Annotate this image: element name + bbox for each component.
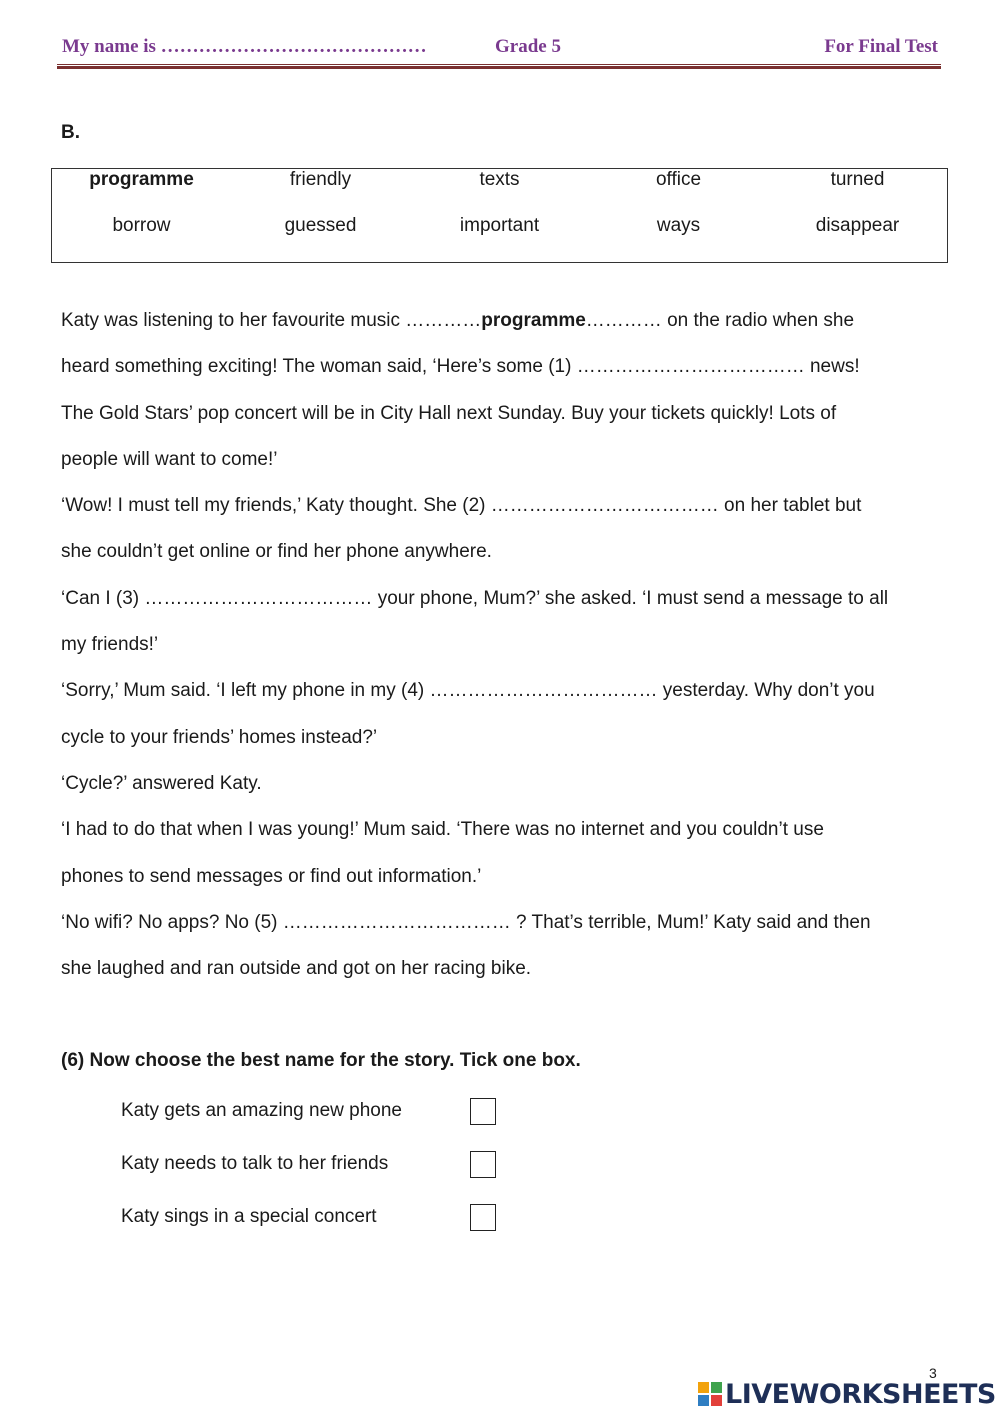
title-option: Katy needs to talk to her friends	[121, 1153, 389, 1174]
word-bank-item: turned	[830, 169, 885, 190]
story-text-segment: Katy was listening to her favourite music …………	[61, 310, 482, 331]
story-line: ‘Wow! I must tell my friends,’ Katy thought. She (2) ……………………………… on her tablet but	[61, 495, 862, 517]
grade-label: Grade 5	[495, 36, 561, 57]
name-field-label: My name is ……………………………………	[62, 36, 427, 57]
story-line: The Gold Stars’ pop concert will be in City Hall next Sunday. Buy your tickets quickly! Lots of	[61, 402, 837, 424]
story-text	[61, 307, 946, 1001]
story-line: my friends!’	[61, 634, 159, 656]
page-number: 3	[929, 1365, 937, 1381]
word-bank-item: guessed	[284, 215, 357, 236]
story-line	[61, 307, 946, 353]
tick-checkbox[interactable]	[470, 1098, 496, 1125]
word-bank-item: borrow	[112, 215, 171, 236]
story-text-segment: ………… on the radio when she	[585, 310, 855, 331]
tick-checkbox[interactable]	[470, 1204, 496, 1231]
header-divider-thick	[57, 66, 941, 69]
page-header	[60, 36, 940, 62]
logo-text: LIVEWORKSHEETS	[725, 1378, 996, 1410]
word-bank-item: disappear	[815, 215, 900, 236]
word-bank-item: texts	[479, 169, 520, 190]
liveworksheets-logo-icon	[698, 1382, 722, 1406]
test-label: For Final Test	[824, 36, 938, 57]
story-line: she couldn’t get online or find her phone anywhere.	[61, 541, 492, 563]
story-line: ‘Can I (3) ……………………………… your phone, Mum?’ she asked. ‘I must send a message to all	[61, 587, 889, 609]
liveworksheets-logo	[698, 1377, 996, 1411]
word-bank-item: important	[459, 215, 540, 236]
title-option: Katy sings in a special concert	[121, 1206, 377, 1227]
example-answer: programme	[481, 310, 586, 331]
word-bank-item: friendly	[289, 169, 352, 190]
question-title: (6) Now choose the best name for the story. Tick one box.	[61, 1050, 581, 1071]
section-label: B.	[61, 122, 80, 143]
header-divider-thin	[57, 64, 941, 65]
word-bank	[51, 168, 948, 263]
word-bank-item: programme	[89, 169, 194, 190]
story-line: heard something exciting! The woman said, ‘Here’s some (1) ……………………………… news!	[61, 356, 860, 378]
title-option: Katy gets an amazing new phone	[121, 1100, 402, 1121]
story-line: cycle to your friends’ homes instead?’	[61, 726, 378, 748]
story-line: ‘Cycle?’ answered Katy.	[61, 772, 262, 794]
story-line: people will want to come!’	[61, 448, 278, 470]
word-bank-item: office	[655, 169, 702, 190]
story-line: she laughed and ran outside and got on her racing bike.	[61, 958, 532, 980]
word-bank-item: ways	[656, 215, 701, 236]
tick-checkbox[interactable]	[470, 1151, 496, 1178]
story-line: ‘No wifi? No apps? No (5) ……………………………… ? That’s terrible, Mum!’ Katy said and then	[61, 911, 871, 933]
story-line: ‘Sorry,’ Mum said. ‘I left my phone in my (4) ……………………………… yesterday. Why don’t you	[61, 680, 875, 702]
story-line: phones to send messages or find out information.’	[61, 865, 482, 887]
story-line: ‘I had to do that when I was young!’ Mum said. ‘There was no internet and you couldn’t use	[61, 819, 824, 841]
